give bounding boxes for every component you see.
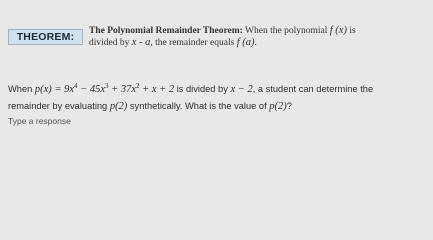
theorem-badge [8,29,83,45]
theorem-line2-a: divided by [89,38,132,48]
question-when: When [8,84,35,94]
question-x-minus-2: x − 2 [230,84,253,95]
response-input[interactable] [8,110,425,132]
theorem-line2-end: . [254,38,257,48]
theorem-statement [89,25,429,49]
theorem-x-minus-a: x - a [131,37,151,48]
theorem-line1-rest: When the polynomial [242,26,330,36]
question-p-of-x: $p(x) = 9x^4 - 45x^3 + 37x^2 + x + 2$ [34,82,175,95]
theorem-label: THEOREM: [16,31,75,43]
question-p-of-2-second: p(2) [269,101,287,112]
theorem-title: The Polynomial Remainder Theorem: [89,26,243,36]
theorem-line2-b: , the remainder equals [150,38,237,48]
question-p-of-2: p(2) [109,101,128,112]
theorem-f-of-a: f (a) [236,37,255,48]
question-divided-text: is divided by [174,84,231,94]
question-mark: ? [286,101,292,111]
theorem-f-of-x: f (x) [329,25,347,36]
question-after-div: , a student can determine the [252,84,374,94]
question-line2-start: remainder by evaluating [8,101,110,111]
question-line2-mid: synthetically. What is the value of [127,101,270,111]
theorem-is-word: is [346,26,356,36]
